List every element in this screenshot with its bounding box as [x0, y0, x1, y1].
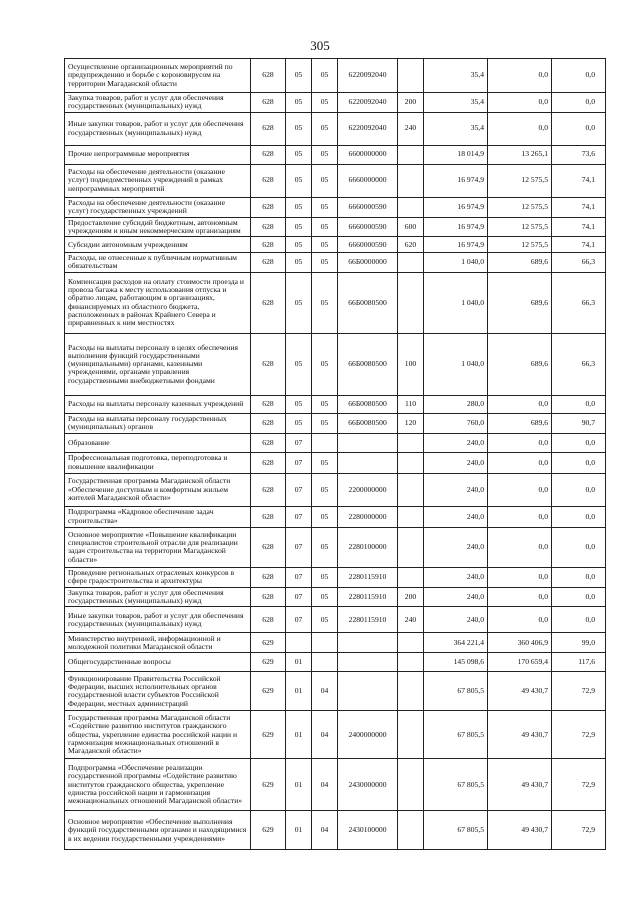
cell-pr: 05 [312, 197, 338, 217]
cell-vr: 620 [398, 237, 424, 253]
cell-percent: 74,1 [552, 197, 606, 217]
table-row [65, 672, 606, 711]
cell-percent: 0,0 [552, 395, 606, 413]
table-row [65, 413, 606, 433]
cell-ved: 628 [251, 607, 286, 633]
cell-fact: 0,0 [488, 112, 552, 145]
cell-plan: 364 221,4 [424, 633, 488, 653]
cell-ved: 628 [251, 145, 286, 164]
cell-ved: 629 [251, 711, 286, 759]
cell-plan: 760,0 [424, 413, 488, 433]
cell-fact: 0,0 [488, 506, 552, 527]
table-row [65, 217, 606, 237]
cell-csr: 2280115910 [338, 567, 398, 587]
table-body [65, 59, 606, 850]
cell-fact: 49 430,7 [488, 711, 552, 759]
cell-rz: 07 [286, 452, 312, 473]
cell-ved: 628 [251, 395, 286, 413]
cell-percent: 0,0 [552, 59, 606, 93]
row-name: Функционирование Правительства Российской Федерации, высших исполнительных органов государственной власти субъектов Российской Федерации, местных администраций [65, 672, 251, 711]
cell-pr: 05 [312, 607, 338, 633]
row-name: Расходы на выплаты персоналу государственных (муниципальных) органов [65, 413, 251, 433]
cell-vr [398, 164, 424, 197]
cell-plan: 240,0 [424, 567, 488, 587]
cell-vr [398, 253, 424, 273]
cell-vr [398, 653, 424, 672]
cell-ved: 629 [251, 811, 286, 850]
cell-fact: 12 575,5 [488, 217, 552, 237]
cell-fact: 0,0 [488, 452, 552, 473]
cell-pr: 05 [312, 506, 338, 527]
cell-rz: 07 [286, 567, 312, 587]
cell-plan: 1 040,0 [424, 272, 488, 333]
cell-fact: 689,6 [488, 253, 552, 273]
cell-plan: 1 040,0 [424, 333, 488, 395]
table-row [65, 527, 606, 567]
cell-ved: 628 [251, 197, 286, 217]
cell-plan: 240,0 [424, 433, 488, 452]
cell-rz: 05 [286, 59, 312, 93]
cell-rz: 01 [286, 711, 312, 759]
cell-rz: 05 [286, 237, 312, 253]
row-name: Осуществление организационных мероприятий по предупреждению и борьбе с короновирусом на территории Магаданской области [65, 59, 251, 93]
cell-fact: 12 575,5 [488, 237, 552, 253]
cell-percent: 66,3 [552, 272, 606, 333]
cell-csr: 66Б0080500 [338, 333, 398, 395]
cell-pr: 04 [312, 759, 338, 811]
cell-pr: 05 [312, 217, 338, 237]
cell-pr [312, 633, 338, 653]
cell-plan: 240,0 [424, 607, 488, 633]
cell-vr: 110 [398, 395, 424, 413]
cell-ved: 628 [251, 433, 286, 452]
cell-pr: 05 [312, 93, 338, 113]
cell-pr: 05 [312, 333, 338, 395]
cell-vr [398, 433, 424, 452]
cell-ved: 628 [251, 567, 286, 587]
cell-fact: 170 659,4 [488, 653, 552, 672]
cell-csr [338, 653, 398, 672]
cell-rz: 01 [286, 672, 312, 711]
cell-percent: 72,9 [552, 672, 606, 711]
cell-percent: 73,6 [552, 145, 606, 164]
cell-plan: 240,0 [424, 506, 488, 527]
table-row [65, 164, 606, 197]
cell-pr: 05 [312, 164, 338, 197]
cell-ved: 628 [251, 587, 286, 607]
cell-csr: 6220092040 [338, 59, 398, 93]
cell-plan: 280,0 [424, 395, 488, 413]
cell-rz: 05 [286, 253, 312, 273]
cell-percent: 72,9 [552, 759, 606, 811]
cell-ved: 628 [251, 506, 286, 527]
cell-plan: 240,0 [424, 473, 488, 506]
cell-pr: 05 [312, 587, 338, 607]
cell-percent: 0,0 [552, 452, 606, 473]
cell-fact: 0,0 [488, 607, 552, 633]
cell-percent: 0,0 [552, 93, 606, 113]
cell-plan: 67 805,5 [424, 811, 488, 850]
cell-fact: 0,0 [488, 473, 552, 506]
cell-fact: 12 575,5 [488, 197, 552, 217]
cell-vr [398, 567, 424, 587]
row-name: Иные закупки товаров, работ и услуг для обеспечения государственных (муниципальных) нужд [65, 112, 251, 145]
cell-csr: 2280000000 [338, 506, 398, 527]
cell-csr: 6660000590 [338, 237, 398, 253]
cell-csr [338, 452, 398, 473]
table-row [65, 607, 606, 633]
cell-percent: 72,9 [552, 711, 606, 759]
cell-rz: 05 [286, 197, 312, 217]
cell-vr [398, 527, 424, 567]
cell-pr: 05 [312, 272, 338, 333]
cell-csr: 2200000000 [338, 473, 398, 506]
cell-rz: 05 [286, 413, 312, 433]
cell-vr: 200 [398, 93, 424, 113]
row-name: Расходы на обеспечение деятельности (оказание услуг) государственных учреждений [65, 197, 251, 217]
cell-plan: 240,0 [424, 527, 488, 567]
cell-fact: 689,6 [488, 333, 552, 395]
cell-pr: 05 [312, 112, 338, 145]
cell-vr [398, 672, 424, 711]
cell-fact: 12 575,5 [488, 164, 552, 197]
table-row [65, 587, 606, 607]
cell-percent: 117,6 [552, 653, 606, 672]
cell-fact: 0,0 [488, 59, 552, 93]
cell-csr: 66Б0080500 [338, 413, 398, 433]
table-row [65, 711, 606, 759]
row-name: Закупка товаров, работ и услуг для обеспечения государственных (муниципальных) нужд [65, 587, 251, 607]
table-row [65, 811, 606, 850]
cell-vr [398, 759, 424, 811]
cell-ved: 628 [251, 164, 286, 197]
cell-csr: 6220092040 [338, 93, 398, 113]
budget-table [64, 58, 606, 850]
cell-plan: 67 805,5 [424, 711, 488, 759]
row-name: Компенсация расходов на оплату стоимости проезда и провоза багажа к месту использования отпуска и обратно лицам, работающим в организациях, финансируемых из областного бюджета, расположенных в районах Крайнего Севера и приравненных к ним местностях [65, 272, 251, 333]
cell-plan: 35,4 [424, 59, 488, 93]
cell-ved: 628 [251, 112, 286, 145]
cell-csr: 2400000000 [338, 711, 398, 759]
cell-ved: 628 [251, 93, 286, 113]
cell-pr: 05 [312, 473, 338, 506]
row-name: Подпрограмма «Кадровое обеспечение задач строительства» [65, 506, 251, 527]
cell-fact: 0,0 [488, 93, 552, 113]
cell-vr: 120 [398, 413, 424, 433]
row-name: Основное мероприятие «Обеспечение выполнения функций государственными органами и находящимися в их ведении государственными учреждениями» [65, 811, 251, 850]
cell-rz: 07 [286, 506, 312, 527]
cell-ved: 629 [251, 672, 286, 711]
table-row [65, 59, 606, 93]
cell-csr: 66Б0000000 [338, 253, 398, 273]
cell-pr: 04 [312, 672, 338, 711]
row-name: Субсидии автономным учреждениям [65, 237, 251, 253]
cell-plan: 1 040,0 [424, 253, 488, 273]
row-name: Иные закупки товаров, работ и услуг для обеспечения государственных (муниципальных) нужд [65, 607, 251, 633]
cell-ved: 628 [251, 237, 286, 253]
cell-fact: 360 406,9 [488, 633, 552, 653]
table-row [65, 506, 606, 527]
cell-vr: 240 [398, 112, 424, 145]
row-name: Закупка товаров, работ и услуг для обеспечения государственных (муниципальных) нужд [65, 93, 251, 113]
cell-ved: 629 [251, 759, 286, 811]
cell-rz: 05 [286, 145, 312, 164]
cell-percent: 74,1 [552, 164, 606, 197]
cell-percent: 74,1 [552, 237, 606, 253]
cell-rz: 07 [286, 473, 312, 506]
cell-csr: 66Б0080500 [338, 395, 398, 413]
cell-vr: 100 [398, 333, 424, 395]
cell-vr [398, 473, 424, 506]
cell-rz: 07 [286, 433, 312, 452]
cell-percent: 0,0 [552, 527, 606, 567]
table-row [65, 145, 606, 164]
cell-percent: 0,0 [552, 587, 606, 607]
cell-fact: 49 430,7 [488, 672, 552, 711]
table-row [65, 433, 606, 452]
row-name: Подпрограмма «Обеспечение реализации государственной программы «Содействие развитию институтов гражданского общества, укрепление единства российской нации и гармонизация межнациональных отношений Магаданской области» [65, 759, 251, 811]
cell-percent: 0,0 [552, 473, 606, 506]
table-row [65, 237, 606, 253]
cell-plan: 240,0 [424, 452, 488, 473]
row-name: Государственная программа Магаданской области «Обеспечение доступным и комфортным жильем жителей Магаданской области» [65, 473, 251, 506]
cell-csr: 6220092040 [338, 112, 398, 145]
cell-pr: 05 [312, 527, 338, 567]
cell-rz: 05 [286, 217, 312, 237]
row-name: Расходы на выплаты персоналу в целях обеспечения выполнения функций государственными (муниципальными) органами, казенными учреждениями, органами управления государственными внебюджетными фондами [65, 333, 251, 395]
cell-csr [338, 633, 398, 653]
row-name: Министерство внутренней, информационной и молодежной политики Магаданской области [65, 633, 251, 653]
table-row [65, 653, 606, 672]
cell-ved: 628 [251, 452, 286, 473]
cell-plan: 16 974,9 [424, 164, 488, 197]
cell-rz [286, 633, 312, 653]
row-name: Прочие непрограммные мероприятия [65, 145, 251, 164]
cell-fact: 13 265,1 [488, 145, 552, 164]
cell-plan: 16 974,9 [424, 197, 488, 217]
cell-ved: 628 [251, 59, 286, 93]
cell-fact: 0,0 [488, 433, 552, 452]
cell-rz: 05 [286, 395, 312, 413]
cell-ved: 628 [251, 413, 286, 433]
row-name: Расходы, не отнесенные к публичным нормативным обязательствам [65, 253, 251, 273]
cell-fact: 689,6 [488, 272, 552, 333]
table-row [65, 395, 606, 413]
cell-vr [398, 272, 424, 333]
row-name: Профессиональная подготовка, переподготовка и повышение квалификации [65, 452, 251, 473]
cell-percent: 0,0 [552, 112, 606, 145]
cell-plan: 67 805,5 [424, 672, 488, 711]
cell-percent: 72,9 [552, 811, 606, 850]
table-row [65, 633, 606, 653]
cell-plan: 67 805,5 [424, 759, 488, 811]
table-row [65, 473, 606, 506]
cell-percent: 66,3 [552, 333, 606, 395]
cell-csr: 2280100000 [338, 527, 398, 567]
cell-csr [338, 672, 398, 711]
row-name: Государственная программа Магаданской области «Содействие развитию институтов гражданского общества, укрепление единства российской нации и гармонизация межнациональных отношений в Магаданской области» [65, 711, 251, 759]
cell-fact: 0,0 [488, 587, 552, 607]
cell-vr [398, 506, 424, 527]
cell-plan: 35,4 [424, 112, 488, 145]
cell-vr [398, 633, 424, 653]
cell-fact: 0,0 [488, 567, 552, 587]
cell-rz: 07 [286, 587, 312, 607]
row-name: Расходы на выплаты персоналу казенных учреждений [65, 395, 251, 413]
cell-pr: 05 [312, 145, 338, 164]
cell-rz: 01 [286, 759, 312, 811]
cell-vr [398, 59, 424, 93]
cell-csr: 2430000000 [338, 759, 398, 811]
row-name: Проведение региональных отраслевых конкурсов в сфере градостроительства и архитектуры [65, 567, 251, 587]
cell-csr: 2430100000 [338, 811, 398, 850]
cell-pr: 05 [312, 253, 338, 273]
cell-ved: 629 [251, 653, 286, 672]
cell-pr: 05 [312, 59, 338, 93]
cell-rz: 01 [286, 653, 312, 672]
table-row [65, 93, 606, 113]
cell-fact: 0,0 [488, 527, 552, 567]
row-name: Образование [65, 433, 251, 452]
cell-pr: 05 [312, 567, 338, 587]
cell-rz: 05 [286, 112, 312, 145]
cell-plan: 16 974,9 [424, 237, 488, 253]
cell-vr: 240 [398, 607, 424, 633]
cell-csr [338, 433, 398, 452]
cell-vr [398, 197, 424, 217]
table-row [65, 253, 606, 273]
cell-percent: 99,0 [552, 633, 606, 653]
cell-vr [398, 452, 424, 473]
cell-vr [398, 811, 424, 850]
cell-pr: 04 [312, 711, 338, 759]
table-row [65, 452, 606, 473]
cell-percent: 0,0 [552, 567, 606, 587]
cell-percent: 0,0 [552, 506, 606, 527]
cell-ved: 629 [251, 633, 286, 653]
cell-vr [398, 711, 424, 759]
cell-pr: 05 [312, 237, 338, 253]
cell-plan: 16 974,9 [424, 217, 488, 237]
row-name: Предоставление субсидий бюджетным, автономным учреждениям и иным некоммерческим организациям [65, 217, 251, 237]
cell-plan: 35,4 [424, 93, 488, 113]
table-row [65, 333, 606, 395]
cell-rz: 05 [286, 93, 312, 113]
cell-fact: 49 430,7 [488, 759, 552, 811]
cell-ved: 628 [251, 272, 286, 333]
row-name: Расходы на обеспечение деятельности (оказание услуг) подведомственных учреждений в рамках непрограммных мероприятий [65, 164, 251, 197]
row-name: Общегосударственные вопросы [65, 653, 251, 672]
page-number: 305 [310, 38, 330, 53]
cell-rz: 07 [286, 527, 312, 567]
cell-ved: 628 [251, 527, 286, 567]
cell-pr: 05 [312, 395, 338, 413]
cell-plan: 145 098,6 [424, 653, 488, 672]
cell-percent: 66,3 [552, 253, 606, 273]
cell-csr: 2280115910 [338, 607, 398, 633]
cell-vr: 200 [398, 587, 424, 607]
table-row [65, 759, 606, 811]
cell-rz: 01 [286, 811, 312, 850]
cell-ved: 628 [251, 217, 286, 237]
cell-rz: 07 [286, 607, 312, 633]
table-row [65, 197, 606, 217]
cell-percent: 74,1 [552, 217, 606, 237]
table-row [65, 112, 606, 145]
row-name: Основное мероприятие «Повышение квалификации специалистов строительной отрасли для реализации задач строительства на территории Магаданской области» [65, 527, 251, 567]
cell-csr: 2280115910 [338, 587, 398, 607]
cell-csr: 66Б0080500 [338, 272, 398, 333]
cell-pr: 05 [312, 413, 338, 433]
cell-percent: 0,0 [552, 607, 606, 633]
cell-fact: 689,6 [488, 413, 552, 433]
cell-ved: 628 [251, 333, 286, 395]
cell-pr: 05 [312, 452, 338, 473]
cell-plan: 240,0 [424, 587, 488, 607]
table-row [65, 272, 606, 333]
cell-percent: 90,7 [552, 413, 606, 433]
cell-rz: 05 [286, 272, 312, 333]
cell-csr: 6660000590 [338, 197, 398, 217]
cell-fact: 0,0 [488, 395, 552, 413]
cell-csr: 6660000000 [338, 164, 398, 197]
cell-rz: 05 [286, 333, 312, 395]
cell-ved: 628 [251, 473, 286, 506]
cell-vr [398, 145, 424, 164]
cell-csr: 6600000000 [338, 145, 398, 164]
cell-ved: 628 [251, 253, 286, 273]
cell-pr: 04 [312, 811, 338, 850]
table-row [65, 567, 606, 587]
cell-fact: 49 430,7 [488, 811, 552, 850]
cell-percent: 0,0 [552, 433, 606, 452]
cell-pr [312, 433, 338, 452]
cell-csr: 6660000590 [338, 217, 398, 237]
cell-pr [312, 653, 338, 672]
cell-vr: 600 [398, 217, 424, 237]
cell-rz: 05 [286, 164, 312, 197]
cell-plan: 18 014,9 [424, 145, 488, 164]
